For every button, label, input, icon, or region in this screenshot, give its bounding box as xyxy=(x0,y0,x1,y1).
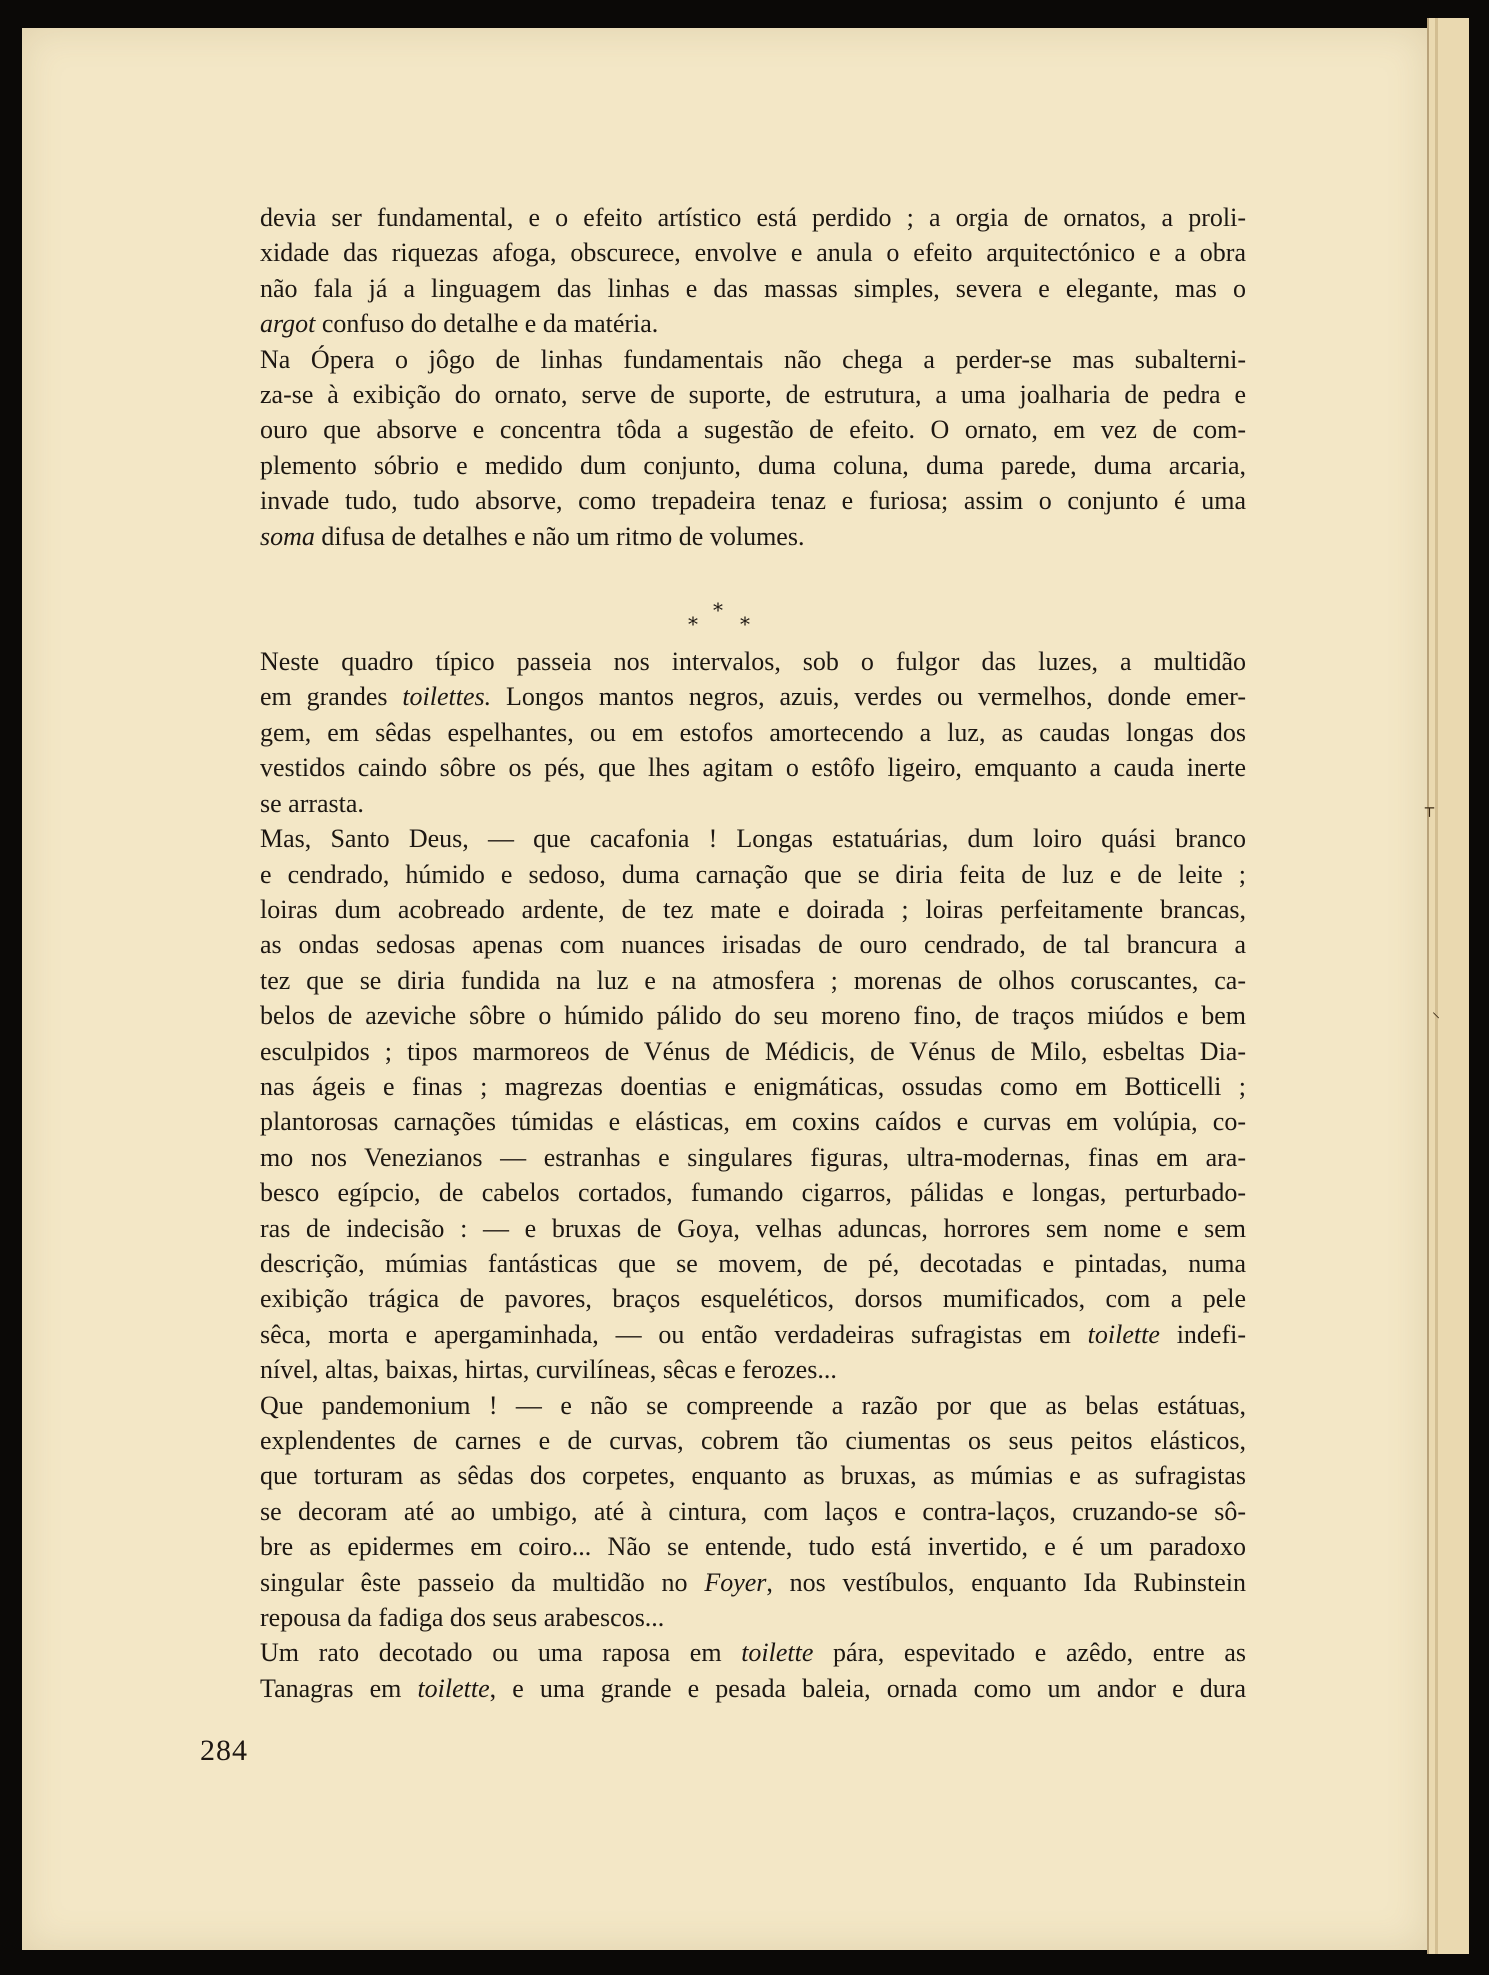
text-line xyxy=(200,679,1246,714)
italic-term: toilette xyxy=(741,1638,814,1668)
italic-term: argot xyxy=(260,309,316,339)
text-line xyxy=(200,644,1246,679)
paragraph xyxy=(200,1388,1246,1636)
paragraph xyxy=(200,644,1246,821)
text-line: ouro que absorve e concentra tôda a sugestão de efeito. O ornato, em vez de com- xyxy=(260,415,1246,445)
text-run: Um rato decotado ou uma raposa em xyxy=(260,1638,742,1668)
facing-page-edge xyxy=(1427,18,1469,1954)
text-line: e cendrado, húmido e sedoso, duma carnação que se diria feita de luz e de leite ; xyxy=(260,859,1246,889)
paragraph xyxy=(200,342,1246,554)
text-run: , nos vestíbulos, enquanto Ida Rubinstein xyxy=(766,1567,1246,1597)
paragraph xyxy=(200,200,1246,342)
margin-mark: ⸆ xyxy=(1424,804,1436,829)
body-text xyxy=(200,200,1246,1706)
text-line xyxy=(200,1671,1246,1706)
asterism-star-left: * xyxy=(688,612,698,636)
asterism-star-top: * xyxy=(713,598,723,622)
text-run: indefi- xyxy=(1159,1319,1246,1349)
text-line: loiras dum acobreado ardente, de tez mate e doirada ; loiras perfeitamente brancas, xyxy=(260,894,1246,924)
text-line: Mas, Santo Deus, — que cacafonia ! Longas estatuárias, dum loiro quási branco xyxy=(260,824,1246,854)
section-break-asterism xyxy=(680,598,760,638)
text-line: vestidos caindo sôbre os pés, que lhes agitam o estôfo ligeiro, emquanto a cauda inerte xyxy=(260,753,1246,783)
italic-term: toilette xyxy=(1087,1319,1160,1349)
text-line: repousa da fadiga dos seus arabescos... xyxy=(260,1603,665,1633)
text-run: pára, espevitado e azêdo, entre as xyxy=(813,1638,1246,1668)
paragraph xyxy=(200,1635,1246,1706)
text-line xyxy=(200,1317,1246,1352)
text-line: explendentes de carnes e de curvas, cobrem tão ciumentas os seus peitos elásticos, xyxy=(260,1426,1246,1455)
text-line: nas ágeis e finas ; magrezas doentias e enigmáticas, ossudas como em Botticelli ; xyxy=(260,1071,1246,1101)
italic-term: Foyer xyxy=(704,1567,767,1597)
italic-term: toilette xyxy=(417,1673,490,1703)
text-line: nível, altas, baixas, hirtas, curvilíneas, sêcas e ferozes... xyxy=(260,1355,837,1385)
text-line: se arrasta. xyxy=(260,788,364,818)
paragraph xyxy=(200,821,1246,1388)
text-line: xidade das riquezas afoga, obscurece, envolve e anula o efeito arquitectónico e a obra xyxy=(260,238,1246,268)
text-line: Que pandemonium ! — e não se compreende a razão por que as belas estátuas, xyxy=(260,1390,1246,1420)
text-line xyxy=(200,306,1246,341)
text-line: invade tudo, tudo absorve, como trepadeira tenaz e furiosa; assim o conjunto é uma xyxy=(260,486,1246,516)
text-run: singular êste passeio da multidão no xyxy=(260,1567,705,1597)
text-line: za-se à exibição do ornato, serve de suporte, de estrutura, a uma joalharia de pedra e xyxy=(260,380,1246,410)
text-line: ras de indecisão : — e bruxas de Goya, velhas aduncas, horrores sem nome e sem xyxy=(260,1213,1246,1243)
text-line: gem, em sêdas espelhantes, ou em estofos amortecendo a luz, as caudas longas dos xyxy=(260,717,1246,747)
text-line: que torturam as sêdas dos corpetes, enquanto as bruxas, as múmias e as sufragistas xyxy=(260,1461,1246,1491)
text-line: plemento sóbrio e medido dum conjunto, duma coluna, duma parede, duma arcaria, xyxy=(260,450,1246,480)
text-run: Longos mantos negros, azuis, verdes ou vermelhos, donde emer- xyxy=(491,682,1246,712)
text-run: , e uma grande e pesada baleia, ornada como um andor e dura xyxy=(489,1673,1246,1703)
text-line: se decoram até ao umbigo, até à cintura, com laços e contra-laços, cruzando-se sô- xyxy=(260,1496,1246,1526)
italic-term: soma xyxy=(260,521,315,551)
margin-mark: ⸜ xyxy=(1432,1002,1441,1021)
text-line: esculpidos ; tipos marmoreos de Vénus de Médicis, de Vénus de Milo, esbeltas Dia- xyxy=(260,1036,1246,1066)
text-line: devia ser fundamental, e o efeito artístico está perdido ; a orgia de ornatos, a proli- xyxy=(260,203,1246,232)
text-line xyxy=(200,1565,1246,1600)
text-run: confuso do detalhe e da matéria. xyxy=(315,309,659,339)
text-line: exibição trágica de pavores, braços esqueléticos, dorsos mumificados, com a pele xyxy=(260,1284,1246,1314)
page-number: 284 xyxy=(200,1734,248,1767)
text-run: Neste quadro típico passeia nos intervalos, sob o fulgor das luzes, a multidão xyxy=(260,647,1246,677)
text-line: belos de azeviche sôbre o húmido pálido do seu moreno fino, de traços miúdos e bem xyxy=(260,1001,1246,1031)
text-run: Tanagras em xyxy=(260,1673,418,1703)
text-line: tez que se diria fundida na luz e na atmosfera ; morenas de olhos coruscantes, ca- xyxy=(260,965,1246,995)
text-line: Na Ópera o jôgo de linhas fundamentais não chega a perder-se mas subalterni- xyxy=(260,344,1246,374)
text-line: descrição, múmias fantásticas que se movem, de pé, decotadas e pintadas, numa xyxy=(260,1248,1246,1278)
text-run: sêca, morta e apergaminhada, — ou então verdadeiras sufragistas em xyxy=(260,1319,1088,1349)
text-line: besco egípcio, de cabelos cortados, fumando cigarros, pálidas e longas, perturbado- xyxy=(260,1178,1246,1208)
text-line: não fala já a linguagem das linhas e das massas simples, severa e elegante, mas o xyxy=(260,273,1246,303)
text-line: plantorosas carnações túmidas e elásticas, em coxins caídos e curvas em volúpia, co- xyxy=(260,1107,1246,1137)
text-line: as ondas sedosas apenas com nuances irisadas de ouro cendrado, de tal brancura a xyxy=(260,930,1246,960)
text-run: difusa de detalhes e não um ritmo de volumes. xyxy=(314,521,805,551)
text-line: bre as epidermes em coiro... Não se entende, tudo está invertido, e é um paradoxo xyxy=(260,1532,1246,1562)
text-line xyxy=(200,1635,1246,1670)
page-crease xyxy=(1435,18,1438,1954)
text-run: em grandes xyxy=(260,682,403,712)
italic-term: toilettes. xyxy=(402,682,492,712)
asterism-star-right: * xyxy=(740,612,750,636)
text-line: mo nos Venezianos — estranhas e singulares figuras, ultra-modernas, finas em ara- xyxy=(260,1142,1246,1172)
text-line xyxy=(200,519,1246,554)
